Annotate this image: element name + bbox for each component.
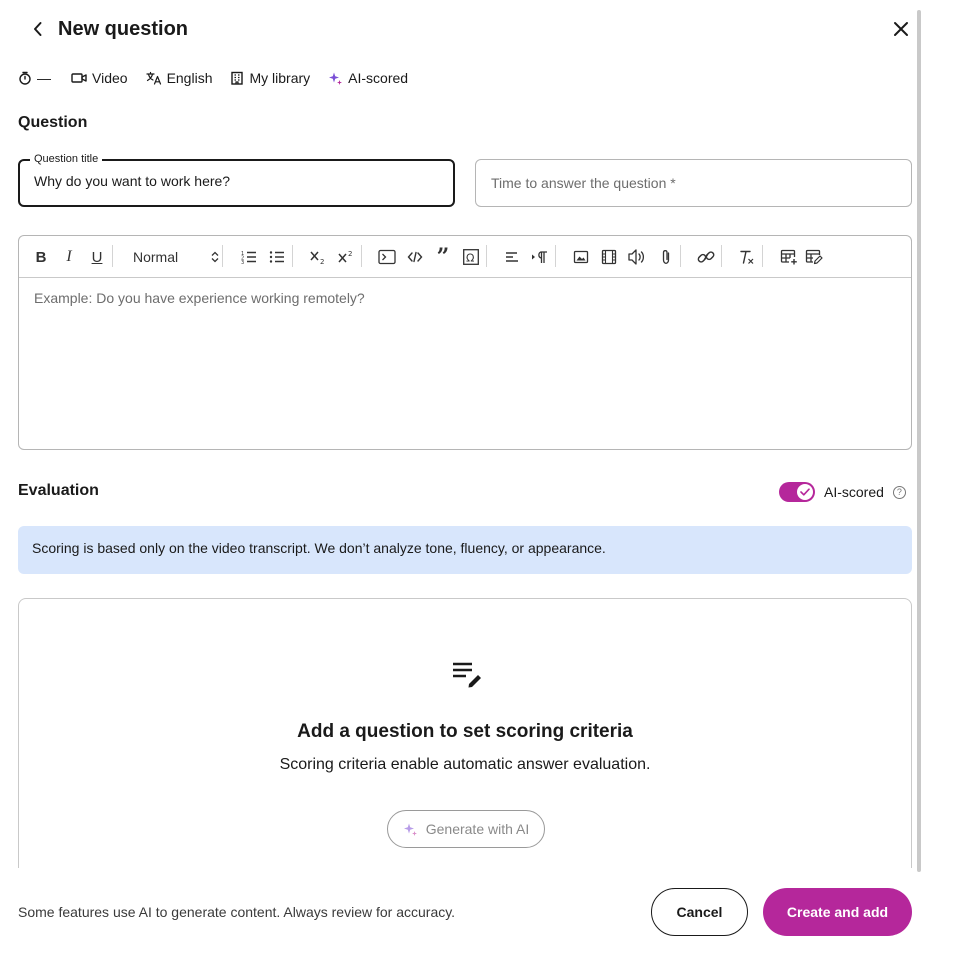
library-value: My library [249, 70, 311, 86]
chevron-left-icon [32, 21, 44, 37]
criteria-empty-heading: Add a question to set scoring criteria [297, 721, 633, 742]
ai-disclaimer: Some features use AI to generate content. Always review for accuracy. [18, 904, 456, 920]
building-icon [230, 71, 244, 85]
toolbar-divider [555, 245, 556, 267]
cancel-button[interactable]: Cancel [651, 888, 748, 936]
select-arrows-icon [211, 251, 219, 263]
toolbar-divider [112, 245, 113, 267]
italic-icon[interactable]: I [66, 248, 72, 265]
close-icon [893, 21, 909, 37]
toolbar-divider [222, 245, 223, 267]
subscript-icon[interactable] [307, 246, 329, 268]
insert-link-icon[interactable] [695, 246, 717, 268]
inline-code-icon[interactable] [404, 246, 426, 268]
text-style-select[interactable] [127, 246, 219, 268]
timer-setting[interactable] [18, 70, 51, 86]
table-settings-icon[interactable] [803, 246, 825, 268]
toolbar-divider [762, 245, 763, 267]
svg-text:2: 2 [320, 258, 325, 265]
clear-formatting-icon[interactable] [736, 246, 758, 268]
media-value: Video [92, 70, 128, 86]
close-button[interactable] [888, 16, 914, 42]
timer-value: — [37, 70, 51, 86]
text-direction-icon[interactable] [529, 246, 551, 268]
dialog-footer [0, 868, 916, 968]
scoring-setting[interactable] [328, 70, 408, 86]
insert-audio-icon[interactable] [626, 246, 648, 268]
ai-scored-toggle[interactable] [779, 482, 815, 502]
svg-text:2: 2 [348, 250, 353, 258]
toolbar-divider [721, 245, 722, 267]
media-setting[interactable] [71, 70, 128, 86]
library-setting[interactable] [230, 70, 310, 86]
rich-text-editor [18, 235, 912, 450]
question-title-label: Question title [30, 153, 102, 165]
info-banner: Scoring is based only on the video transcript. We don’t analyze tone, fluency, or appearance. [18, 526, 912, 574]
video-camera-icon [71, 71, 87, 85]
scoring-value: AI-scored [348, 70, 409, 86]
svg-text:1: 1 [241, 251, 245, 257]
toolbar-divider [486, 245, 487, 267]
question-title-field[interactable] [18, 153, 455, 207]
toggle-knob [797, 484, 813, 500]
ai-sparkle-icon [403, 822, 418, 837]
create-and-add-button[interactable]: Create and add [763, 888, 912, 936]
svg-text:2: 2 [241, 255, 245, 262]
svg-text:Ω: Ω [466, 251, 475, 265]
ai-sparkle-icon [328, 71, 343, 86]
ordered-list-icon[interactable] [238, 246, 260, 268]
back-button[interactable] [26, 17, 50, 41]
generate-with-ai-button[interactable] [387, 810, 545, 848]
language-value: English [166, 70, 213, 86]
insert-table-icon[interactable] [778, 246, 800, 268]
dialog-header [18, 12, 914, 46]
underline-icon[interactable]: U [91, 248, 103, 266]
language-setting[interactable] [146, 70, 213, 86]
bold-icon[interactable]: B [35, 248, 47, 266]
superscript-icon[interactable] [335, 246, 357, 268]
time-to-answer-field[interactable] [475, 159, 912, 207]
toolbar-divider [361, 245, 362, 267]
scoring-criteria-panel [18, 598, 912, 888]
toolbar-divider [292, 245, 293, 267]
ai-scored-toggle-group [779, 482, 906, 502]
generate-with-ai-label: Generate with AI [425, 821, 530, 837]
blockquote-icon[interactable]: ” [436, 244, 450, 270]
special-character-icon[interactable] [460, 246, 482, 268]
insert-video-icon[interactable] [598, 246, 620, 268]
translate-icon [146, 71, 162, 85]
svg-text:3: 3 [241, 260, 245, 264]
help-icon[interactable]: ? [893, 486, 906, 499]
evaluation-section-title: Evaluation [18, 482, 99, 499]
question-meta-row [18, 68, 426, 88]
criteria-empty-subtitle: Scoring criteria enable automatic answer evaluation. [279, 756, 651, 773]
editor-toolbar [19, 236, 911, 278]
bullet-list-icon[interactable] [266, 246, 288, 268]
question-section-title: Question [18, 114, 88, 131]
attachment-icon[interactable] [655, 246, 677, 268]
text-style-value: Normal [133, 249, 179, 265]
check-icon [800, 488, 810, 496]
time-to-answer-input[interactable] [491, 175, 891, 191]
stopwatch-icon [18, 71, 32, 85]
ai-scored-toggle-label: AI-scored [824, 484, 884, 500]
question-title-input[interactable] [34, 173, 434, 189]
edit-list-icon [452, 661, 484, 689]
page-title: New question [58, 18, 189, 40]
editor-placeholder[interactable]: Example: Do you have experience working remotely? [34, 290, 365, 306]
code-block-icon[interactable] [376, 246, 398, 268]
insert-image-icon[interactable] [570, 246, 592, 268]
scrollbar[interactable] [917, 10, 921, 872]
align-left-icon[interactable] [501, 246, 523, 268]
toolbar-divider [680, 245, 681, 267]
